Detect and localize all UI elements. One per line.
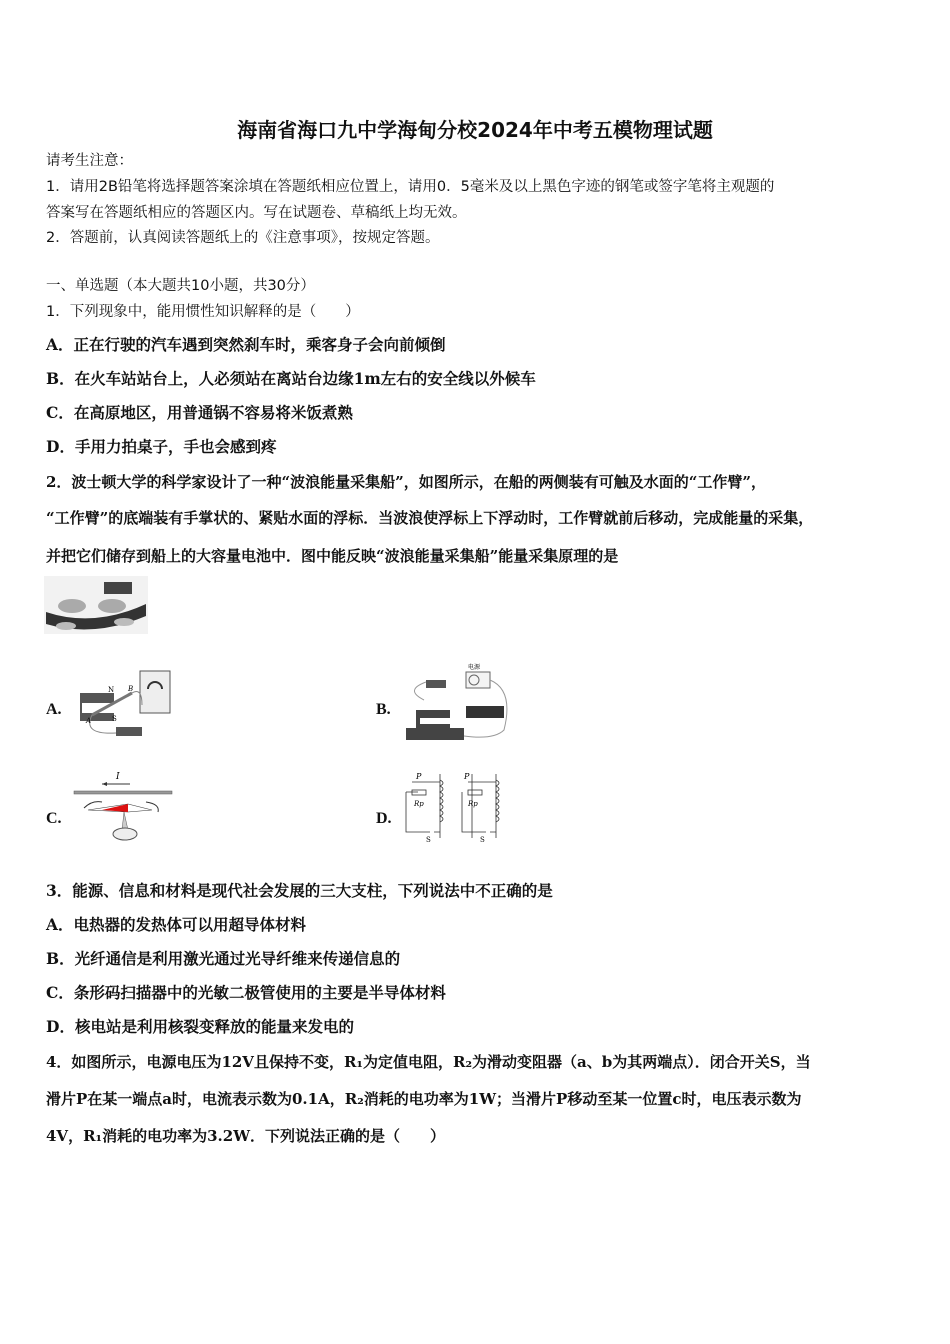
option-c-label: C. <box>46 810 62 827</box>
notice-line: 答案写在答题纸相应的答题区内。写在试题卷、草稿纸上均无效。 <box>46 205 467 221</box>
option-c-oersted-figure <box>72 768 174 846</box>
switch-label: S <box>480 836 485 844</box>
question-1-option-b: B．在火车站站台上，人必须站在离站台边缘1m左右的安全线以外候车 <box>46 369 536 388</box>
notice-heading: 请考生注意： <box>46 153 133 169</box>
slider-p-label: P <box>464 772 470 781</box>
question-4-stem-line: 4V，R₁消耗的电功率为3.2W．下列说法正确的是（ ） <box>46 1127 446 1145</box>
question-2-stem-line: 2．波士顿大学的科学家设计了一种“波浪能量采集船”，如图所示，在船的两侧装有可触及水面的“工作臂”， <box>46 473 766 491</box>
rheostat-label: Rp <box>414 800 424 808</box>
question-2-stem-line: “工作臂”的底端装有手掌状的、紧贴水面的浮标．当波浪使浮标上下浮动时，工作臂就前后移动，完成能量的采集， <box>46 509 814 527</box>
option-d-label: D. <box>376 810 392 827</box>
question-1-option-a: A．正在行驶的汽车遇到突然刹车时，乘客身子会向前倾倒 <box>46 335 446 354</box>
question-1-stem: 1．下列现象中，能用惯性知识解释的是（ ） <box>46 304 360 320</box>
rod-end-b-label: B <box>128 685 134 693</box>
magnet-south-label: S <box>112 715 117 723</box>
question-3-option-c: C．条形码扫描器中的光敏二极管使用的主要是半导体材料 <box>46 983 446 1002</box>
page-title: 海南省海口九中学海甸分校2024年中考五模物理试题 <box>237 118 713 142</box>
notice-line: 2．答题前，认真阅读答题纸上的《注意事项》，按规定答题。 <box>46 230 440 246</box>
power-supply-label: 电源 <box>468 664 481 671</box>
magnet-north-label: N <box>108 686 115 694</box>
current-label: I <box>116 772 120 782</box>
question-4-stem-line: 4．如图所示，电源电压为12V且保持不变，R₁为定值电阻，R₂为滑动变阻器（a、b为其两端点）．闭合开关S，当 <box>46 1053 811 1071</box>
option-b-label: B. <box>376 701 391 718</box>
switch-label: S <box>426 836 431 844</box>
question-1-option-d: D．手用力拍桌子，手也会感到疼 <box>46 437 277 456</box>
wave-energy-boat-image <box>44 576 148 634</box>
notice-line: 1．请用2B铅笔将选择题答案涂填在答题纸相应位置上，请用0．5毫米及以上黑色字迹的钢笔或签字笔将主观题的 <box>46 179 775 195</box>
question-3-option-d: D．核电站是利用核裂变释放的能量来发电的 <box>46 1017 354 1036</box>
question-3-option-b: B．光纤通信是利用激光通过光导纤维来传递信息的 <box>46 949 401 968</box>
question-1-option-c: C．在高原地区，用普通锅不容易将米饭煮熟 <box>46 403 353 422</box>
rheostat-label: Rp <box>468 800 478 808</box>
question-3-stem: 3．能源、信息和材料是现代社会发展的三大支柱，下列说法中不正确的是 <box>46 881 553 900</box>
question-3-option-a: A．电热器的发热体可以用超导体材料 <box>46 915 307 934</box>
option-b-motor-figure <box>404 660 510 744</box>
question-4-stem-line: 滑片P在某一端点a时，电流表示数为0.1A，R₂消耗的电功率为1W；当滑片P移动至某一位置c时，电压表示数为 <box>46 1090 802 1108</box>
slider-p-label: P <box>416 772 422 781</box>
question-2-stem-line: 并把它们储存到船上的大容量电池中．图中能反映“波浪能量采集船”能量采集原理的是 <box>46 547 619 565</box>
option-a-generator-figure <box>72 665 174 743</box>
section-heading: 一、单选题（本大题共10小题，共30分） <box>46 278 315 294</box>
option-d-electromagnet-figure <box>404 770 506 848</box>
rod-end-a-label: A <box>86 717 92 725</box>
option-a-label: A. <box>46 701 62 718</box>
